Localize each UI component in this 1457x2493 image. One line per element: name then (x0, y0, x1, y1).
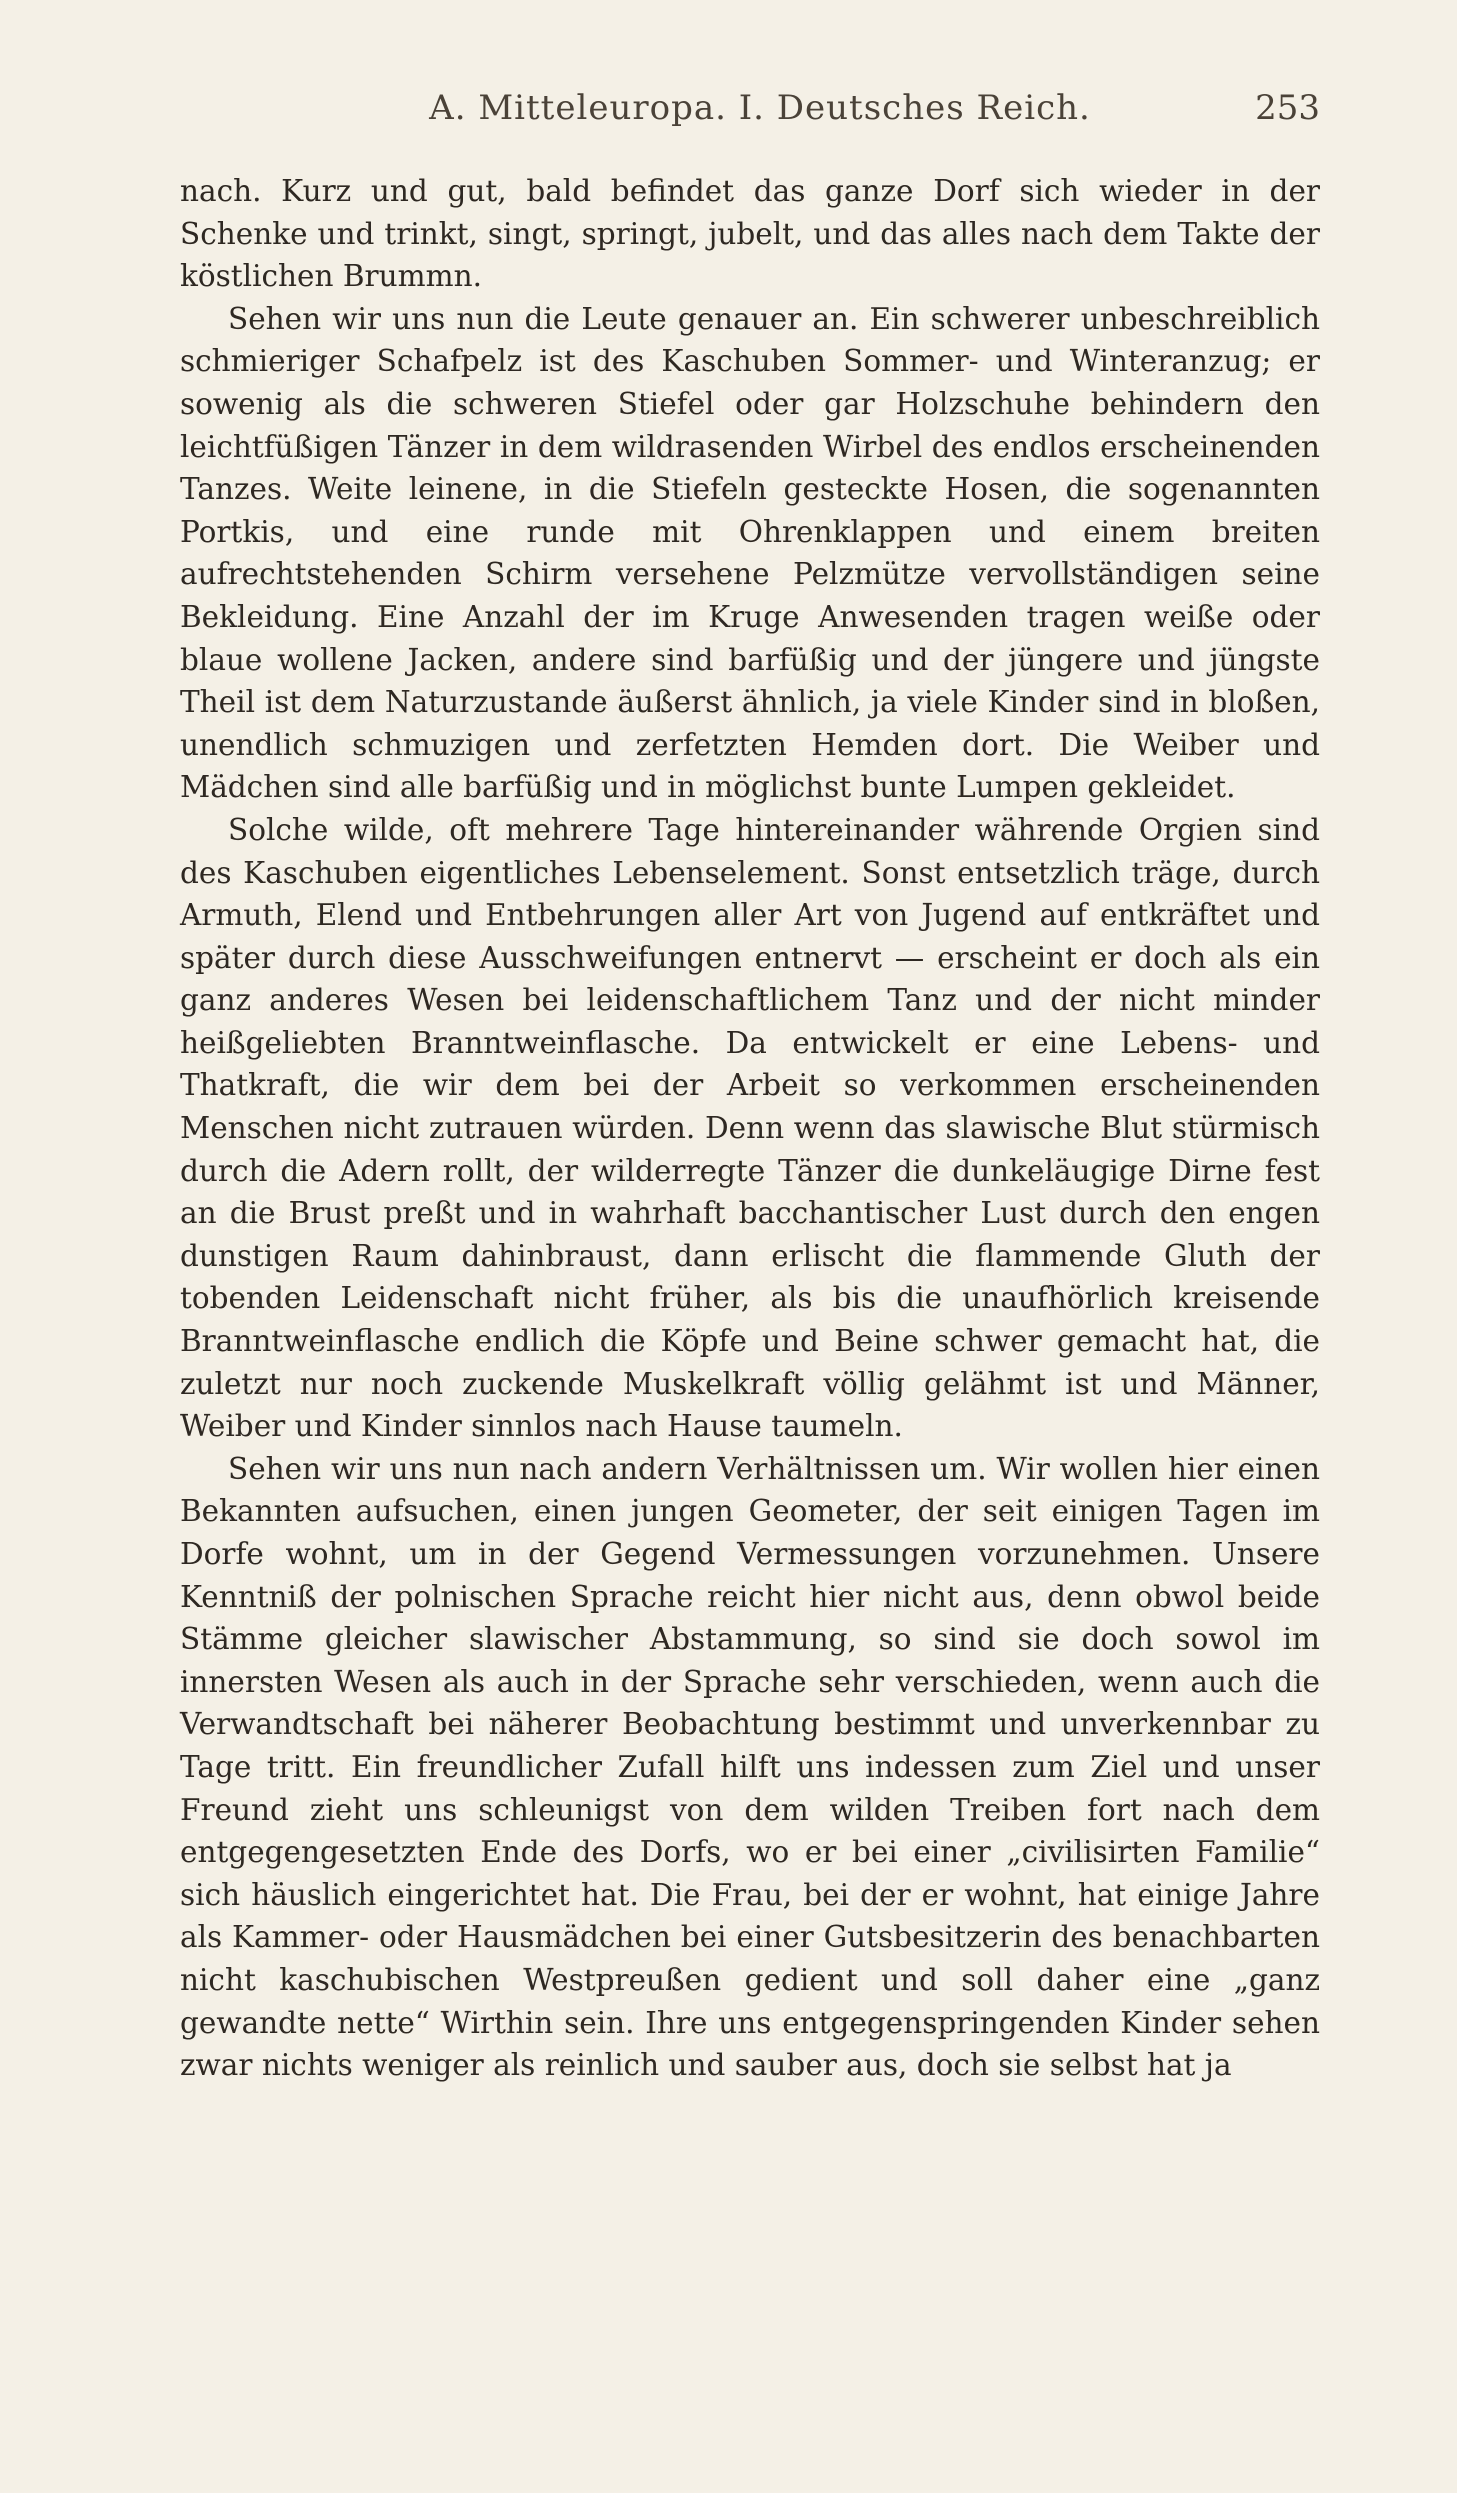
paragraph-continuation: nach. Kurz und gut, bald befindet das ganze Dorf sich wieder in der Schenke und trinkt, singt, springt, jubelt, und das alles nach dem Takte der köstlichen Brummn. (180, 174, 1320, 294)
page-number: 253 (1255, 88, 1320, 128)
page-header-title: A. Mitteleuropa. I. Deutsches Reich. (429, 88, 1091, 128)
running-head (180, 88, 1320, 148)
paragraph-geometer: Sehen wir uns nun nach andern Verhältnissen um. Wir wollen hier einen Bekannten aufsuchen, einen jungen Geometer, der seit einigen Tagen im Dorfe wohnt, um in der Gegend Vermessungen vorzunehmen. Unsere Kenntniß der polnischen Sprache reicht hier nicht aus, denn obwol beide Stämme gleicher slawischer Abstammung, so sind sie doch sowol im innersten Wesen als auch in der Sprache sehr verschieden, wenn auch die Verwandtschaft bei näherer Beobachtung bestimmt und unverkennbar zu Tage tritt. Ein freundlicher Zufall hilft uns indessen zum Ziel und unser Freund zieht uns schleunigst von dem wilden Treiben fort nach dem entgegengesetzten Ende des Dorfs, wo er bei einer „civilisirten Familie“ sich häuslich eingerichtet hat. Die Frau, bei der er wohnt, hat einige Jahre als Kammer- oder Hausmädchen bei einer Gutsbesitzerin des benachbarten nicht kaschubischen Westpreußen gedient und soll daher eine „ganz gewandte nette“ Wirthin sein. Ihre uns entgegenspringenden Kinder sehen zwar nichts weniger als reinlich und sauber aus, doch sie selbst hat ja (180, 1451, 1320, 2083)
body-text (180, 170, 1320, 2087)
paragraph-clothing: Sehen wir uns nun die Leute genauer an. Ein schwerer unbeschreiblich schmieriger Schafpelz ist des Kaschuben Sommer- und Winteranzug; er sowenig als die schweren Stiefel oder gar Holzschuhe behindern den leichtfüßigen Tänzer in dem wildrasenden Wirbel des endlos erscheinenden Tanzes. Weite leinene, in die Stiefeln gesteckte Hosen, die sogenannten Portkis, und eine runde mit Ohrenklappen und einem breiten aufrechtstehenden Schirm versehene Pelzmütze vervollständigen seine Bekleidung. Eine Anzahl der im Kruge Anwesenden tragen weiße oder blaue wollene Jacken, andere sind barfüßig und der jüngere und jüngste Theil ist dem Naturzustande äußerst ähnlich, ja viele Kinder sind in bloßen, unendlich schmuzigen und zerfetzten Hemden dort. Die Weiber und Mädchen sind alle barfüßig und in möglichst bunte Lumpen gekleidet. (180, 301, 1320, 805)
paragraph-orgies: Solche wilde, oft mehrere Tage hintereinander währende Orgien sind des Kaschuben eigentliches Lebenselement. Sonst entsetzlich träge, durch Armuth, Elend und Entbehrungen aller Art von Jugend auf entkräftet und später durch diese Ausschweifungen entnervt — erscheint er doch als ein ganz anderes Wesen bei leidenschaftlichem Tanz und der nicht minder heißgeliebten Branntweinflasche. Da entwickelt er eine Lebens- und Thatkraft, die wir dem bei der Arbeit so verkommen erscheinenden Menschen nicht zutrauen würden. Denn wenn das slawische Blut stürmisch durch die Adern rollt, der wilderregte Tänzer die dunkeläugige Dirne fest an die Brust preßt und in wahrhaft bacchantischer Lust durch den engen dunstigen Raum dahinbraust, dann erlischt die flammende Gluth der tobenden Leidenschaft nicht früher, als bis die unaufhörlich kreisende Branntweinflasche endlich die Köpfe und Beine schwer gemacht hat, die zuletzt nur noch zuckende Muskelkraft völlig gelähmt ist und Männer, Weiber und Kinder sinnlos nach Hause taumeln. (180, 812, 1320, 1444)
